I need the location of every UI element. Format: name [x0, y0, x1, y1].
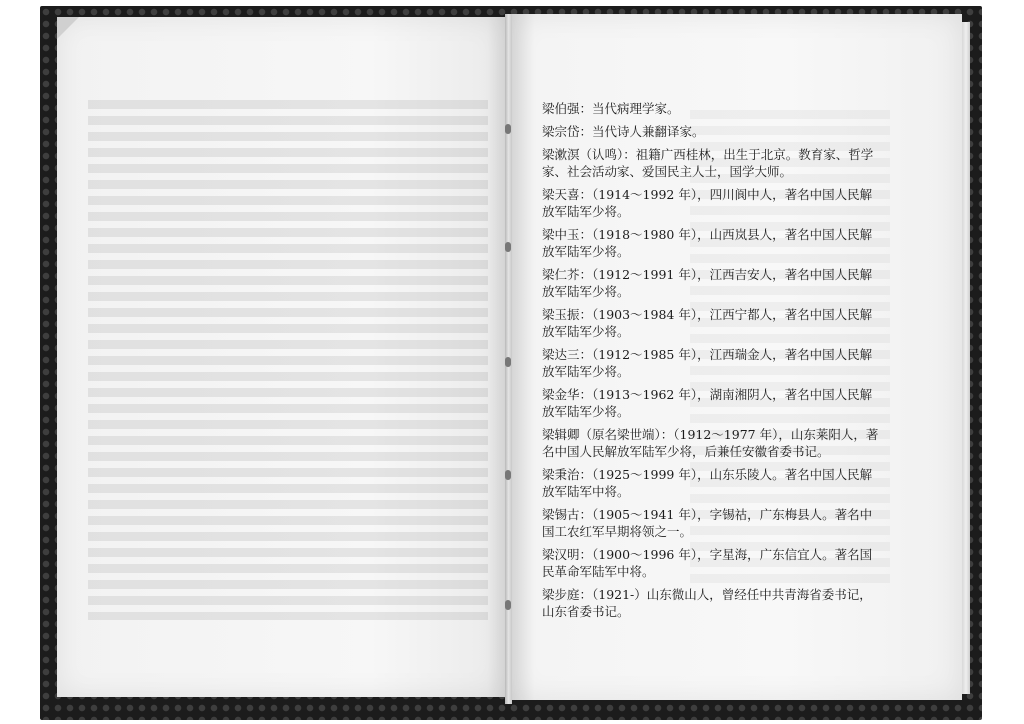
list-item: 梁秉治：（1925～1999 年），山东乐陵人。著名中国人民解放军陆军中将。: [542, 467, 873, 499]
binding-stitch: [505, 470, 511, 480]
page-stack-edge: [962, 22, 970, 694]
list-item: 梁宗岱：当代诗人兼翻译家。: [542, 124, 705, 139]
list-item: 梁伯强：当代病理学家。: [542, 101, 680, 116]
left-page-bleed-through: [88, 100, 488, 620]
list-item: 梁步庭：（1921-）山东微山人，曾经任中共青海省委书记，山东省委书记。: [542, 587, 872, 619]
list-item: 梁漱溟（认鸣）：祖籍广西桂林，出生于北京。教育家、哲学家、社会活动家、爱国民主人士，国学大师。: [542, 147, 874, 179]
page-corner-fold: [57, 17, 79, 39]
entry-list: [542, 100, 882, 626]
binding-stitch: [505, 600, 511, 610]
list-item: 梁锡古：（1905～1941 年），字锡祜，广东梅县人。著名中国工农红军早期将领之一。: [542, 507, 873, 539]
binding-stitch: [505, 124, 511, 134]
list-item: 梁玉振：（1903～1984 年），江西宁都人，著名中国人民解放军陆军少将。: [542, 307, 873, 339]
list-item: 梁汉明：（1900～1996 年），字星海，广东信宜人。著名国民革命军陆军中将。: [542, 547, 873, 579]
binding-stitch: [505, 242, 511, 252]
list-item: 梁仁芥：（1912～1991 年），江西吉安人，著名中国人民解放军陆军少将。: [542, 267, 873, 299]
list-item: 梁天喜：（1914～1992 年），四川阆中人，著名中国人民解放军陆军少将。: [542, 187, 873, 219]
binding-stitch: [505, 357, 511, 367]
list-item: 梁中玉：（1918～1980 年），山西岚县人，著名中国人民解放军陆军少将。: [542, 227, 873, 259]
list-item: 梁达三：（1912～1985 年），江西瑞金人，著名中国人民解放军陆军少将。: [542, 347, 873, 379]
list-item: 梁辑卿（原名梁世端）：（1912～1977 年），山东莱阳人，著名中国人民解放军陆军少将，后兼任安徽省委书记。: [542, 427, 879, 459]
list-item: 梁金华：（1913～1962 年），湖南湘阴人，著名中国人民解放军陆军少将。: [542, 387, 873, 419]
